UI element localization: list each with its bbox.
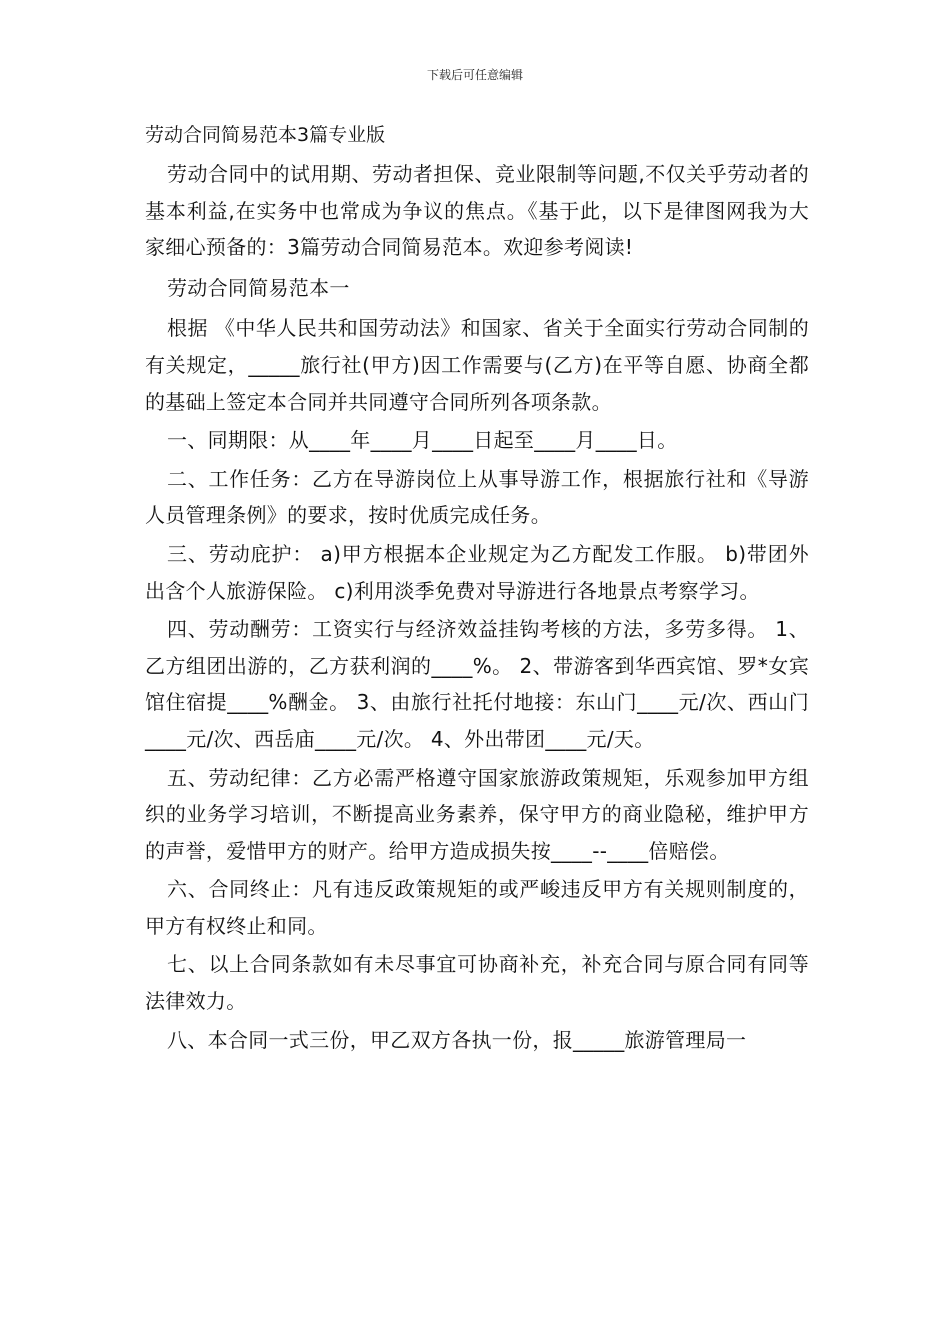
clause-labor-protection: 三、劳动庇护： a)甲方根据本企业规定为乙方配发工作服。 b)带团外出含个人旅游保险。 c)利用淡季免费对导游进行各地景点考察学习。 [145,541,809,603]
section-heading: 劳动合同简易范本一 [167,275,350,300]
page-header-note: 下载后可任意编辑 [426,68,523,82]
clause-discipline: 五、劳动纪律：乙方必需严格遵守国家旅游政策规矩，乐观参加甲方组织的业务学习培训，不断提高业务素养，保守甲方的商业隐秘，维护甲方的声誉，爱惜甲方的财产。给甲方造成损失按____--____倍赔偿。 [145,765,809,863]
clause-work-task: 二、工作任务：乙方在导游岗位上从事导游工作，根据旅行社和《导游人员管理条例》的要求，按时优质完成任务。 [145,466,809,528]
document-body [145,156,809,1060]
clause-copies: 八、本合同一式三份，甲乙双方各执一份，报_____旅游管理局一 [167,1027,747,1052]
contract-preamble: 根据 《中华人民共和国劳动法》和国家、省关于全面实行劳动合同制的有关规定，_____旅行社(甲方)因工作需要与(乙方)在平等自愿、协商全都的基础上签定本合同并共同遵守合同所列各项条款。 [145,316,809,414]
clause-remuneration: 四、劳动酬劳：工资实行与经济效益挂钩考核的方法，多劳多得。 1、乙方组团出游的，乙方获利润的____%。 2、带游客到华西宾馆、罗*女宾馆住宿提____%酬金。 3、由旅行社托付地接：东山门____元/次、西山门____元/次、西岳庙____元/次。 4、外出带团____元/天。 [145,617,809,751]
clause-supplement: 七、以上合同条款如有未尽事宜可协商补充，补充合同与原合同有同等法律效力。 [145,952,809,1014]
clause-term: 一、同期限：从____年____月____日起至____月____日。 [167,428,678,453]
document-title: 劳动合同简易范本3篇专业版 [145,124,386,146]
intro-paragraph: 劳动合同中的试用期、劳动者担保、竞业限制等问题,不仅关乎劳动者的基本利益,在实务中也常成为争议的焦点。《基于此，以下是律图网我为大家细心预备的：3篇劳动合同简易范本。欢迎参考阅读! [145,162,809,260]
clause-termination: 六、合同终止：凡有违反政策规矩的或严峻违反甲方有关规则制度的，甲方有权终止和同。 [145,877,809,938]
